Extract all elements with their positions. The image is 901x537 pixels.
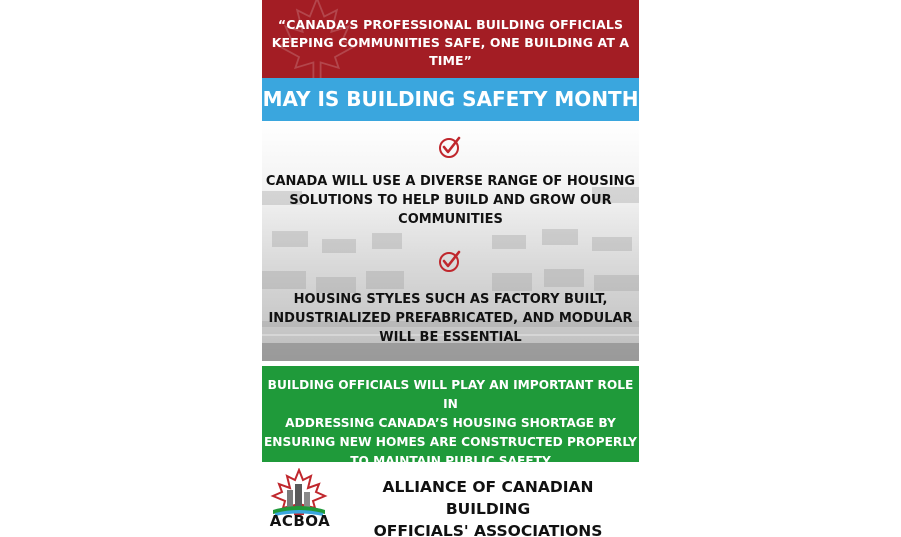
checkmark-icon [438, 135, 462, 159]
poster [262, 0, 639, 537]
point-housing-styles: HOUSING STYLES SUCH AS FACTORY BUILT, INDUSTRIALIZED PREFABRICATED, AND MODULAR WILL BE ESSENTIAL [268, 292, 633, 345]
maple-leaf-buildings-logo [267, 468, 331, 518]
header-quote: “CANADA’S PROFESSIONAL BUILDING OFFICIALS KEEPING COMMUNITIES SAFE, ONE BUILDING AT A TIME” [271, 17, 630, 68]
banner-title: MAY IS BUILDING SAFETY MONTH [262, 87, 639, 111]
logo-acronym: ACBOA [269, 512, 331, 530]
header-band [262, 0, 639, 78]
callout-text: BUILDING OFFICIALS WILL PLAY AN IMPORTANT ROLE IN ADDRESSING CANADA’S HOUSING SHORTAGE BY ENSURING NEW HOMES ARE CONSTRUCTED PROPERLY TO MAINTAIN PUBLIC SAFETY [263, 378, 638, 468]
organization-name: ALLIANCE OF CANADIAN BUILDING OFFICIALS' ASSOCIATIONS [373, 478, 603, 537]
checkmark-icon [438, 249, 462, 273]
point-diverse-housing: CANADA WILL USE A DIVERSE RANGE OF HOUSING SOLUTIONS TO HELP BUILD AND GROW OUR COMMUNITIES [265, 174, 636, 227]
banner-band [262, 78, 639, 121]
callout-band [262, 366, 639, 468]
